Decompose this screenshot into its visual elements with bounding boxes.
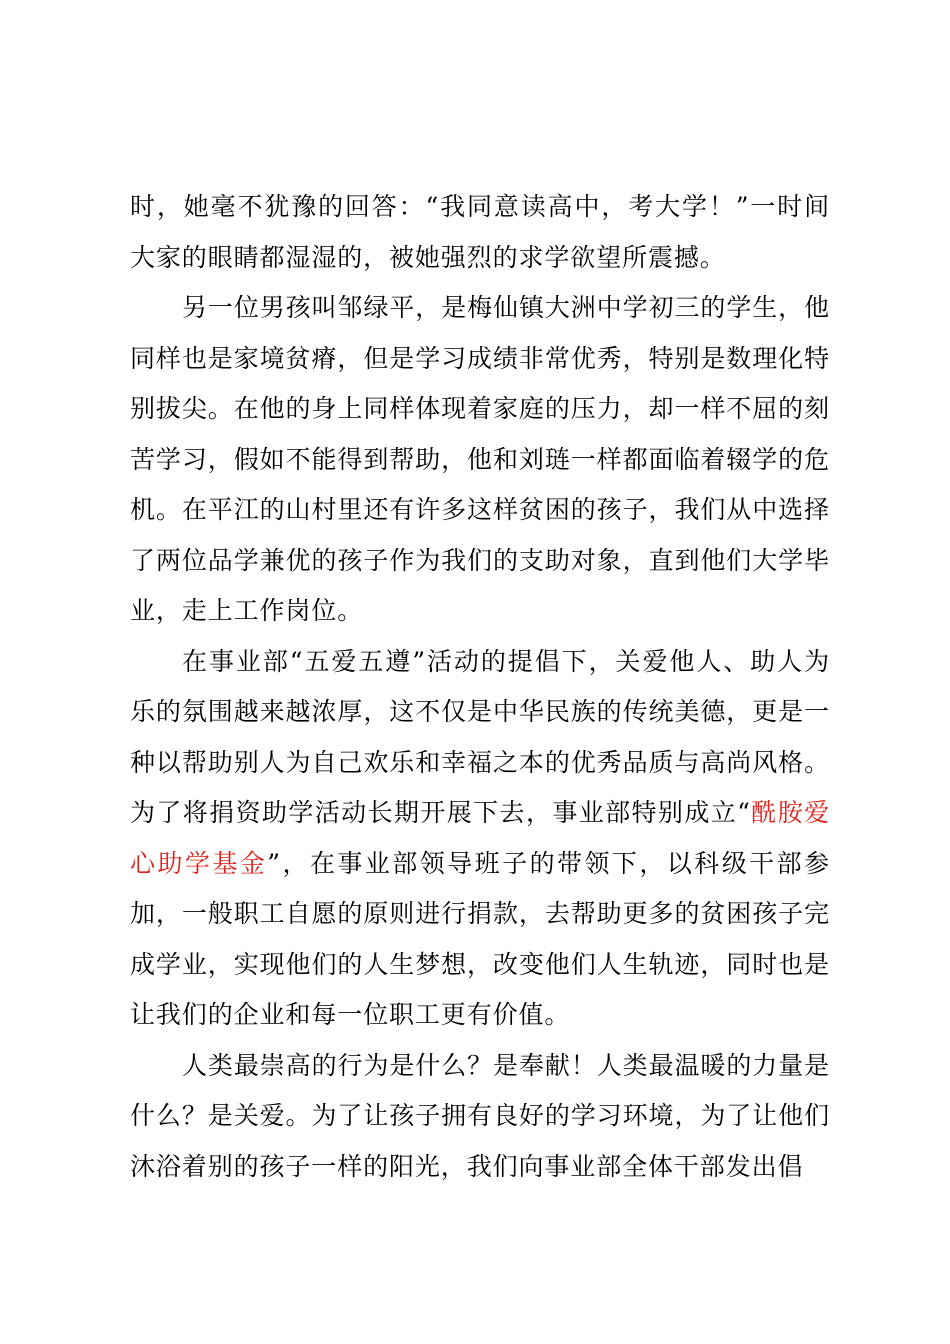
- paragraph-3-text-before: 在事业部“五爱五遵”活动的提倡下，关爱他人、助人为乐的氛围越来越浓厚，这不仅是中华民族的传统美德，更是一种以帮助别人为自己欢乐和幸福之本的优秀品质与高尚风格。为了将捐资助学活动长期开展下去，事业部特别成立“: [130, 646, 830, 827]
- paragraph-1: 时，她毫不犹豫的回答：“我同意读高中，考大学！”一时间大家的眼睛都湿湿的，被她强烈的求学欲望所震撼。: [130, 192, 830, 272]
- fund-name-highlight: 酰胺爱心助学基金: [130, 798, 831, 878]
- paragraph-2: 另一位男孩叫邹绿平，是梅仙镇大洲中学初三的学生，他同样也是家境贫瘠，但是学习成绩非常优秀，特别是数理化特别拔尖。在他的身上同样体现着家庭的压力，却一样不屈的刻苦学习，假如不能得到帮助，他和刘琏一样都面临着辍学的危机。在平江的山村里还有许多这样贫困的孩子，我们从中选择了两位品学兼优的孩子作为我们的支助对象，直到他们大学毕业，走上工作岗位。: [130, 293, 830, 625]
- paragraph-3-text-after: ”，在事业部领导班子的带领下，以科级干部参加，一般职工自愿的原则进行捐款，去帮助更多的贫困孩子完成学业，实现他们的人生梦想，改变他们人生轨迹，同时也是让我们的企业和每一位职工更有价值。: [130, 848, 830, 1029]
- paragraph-4: 人类最崇高的行为是什么？是奉献！人类最温暖的力量是什么？是关爱。为了让孩子拥有良好的学习环境，为了让他们沐浴着别的孩子一样的阳光，我们向事业部全体干部发出倡: [130, 1050, 830, 1181]
- paragraph-3: [130, 637, 830, 1041]
- document-body: [130, 182, 830, 1192]
